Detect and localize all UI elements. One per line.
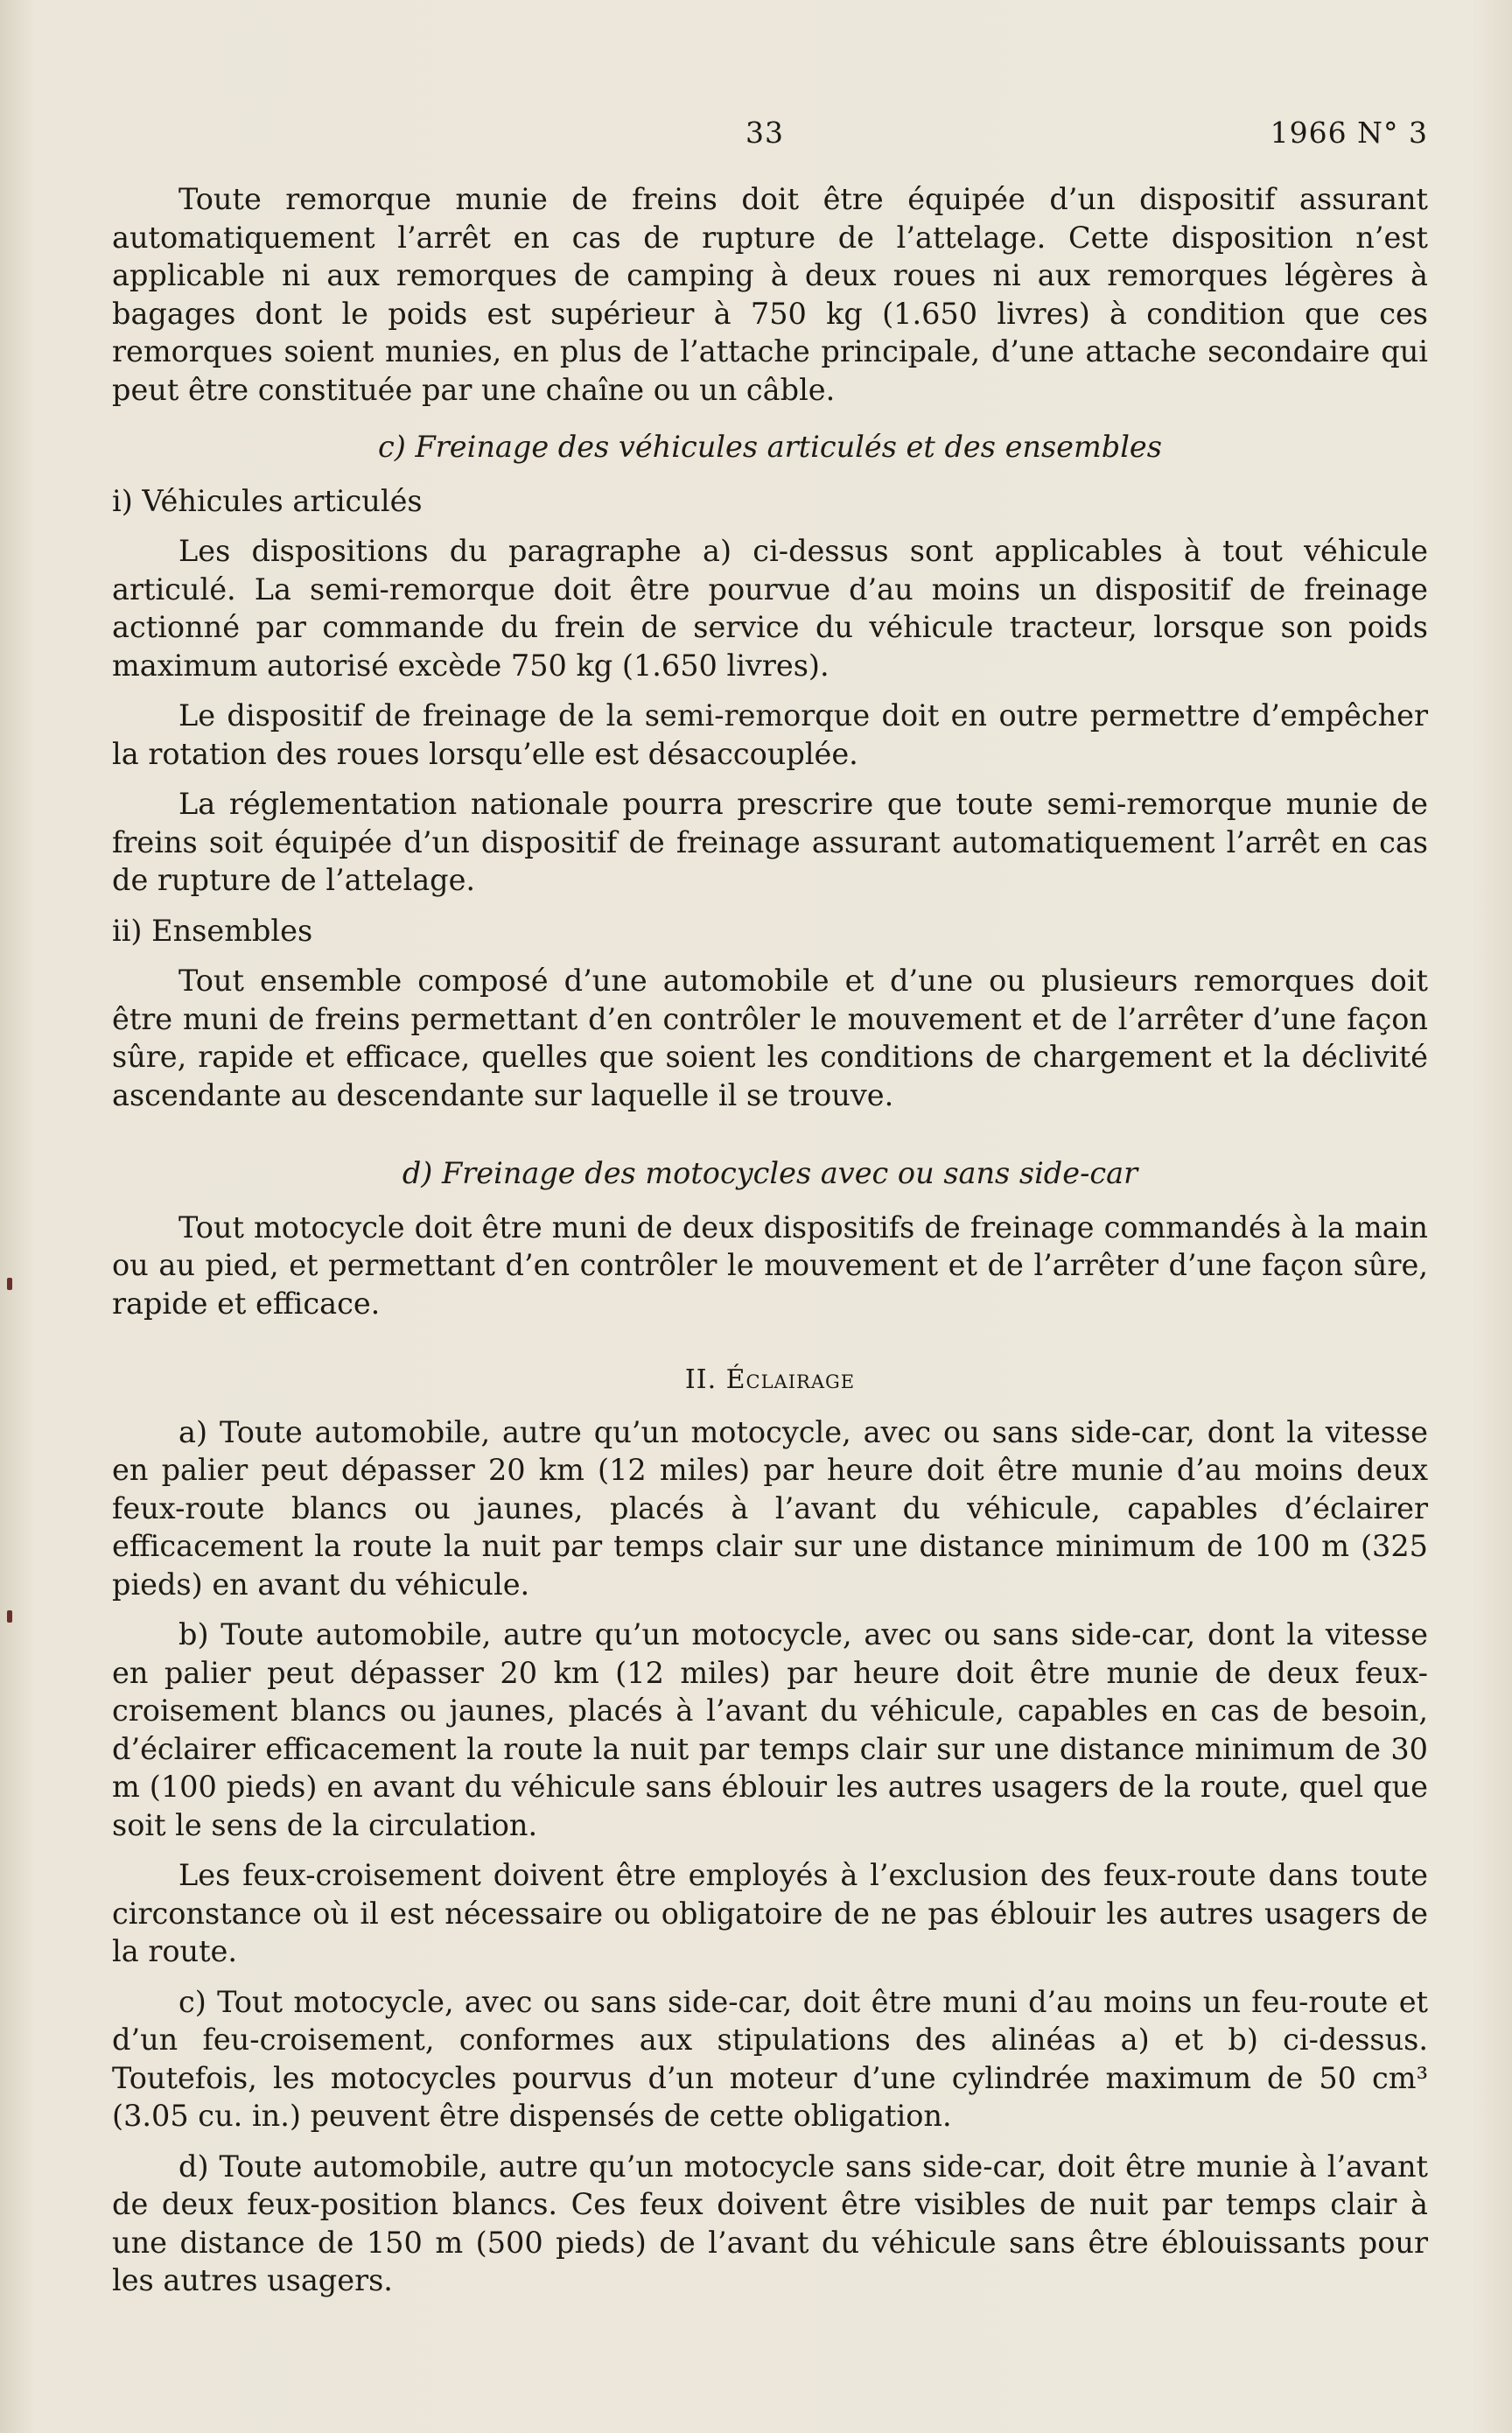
page-number: 33 — [746, 116, 784, 150]
issue-label: 1966 N° 3 — [1270, 116, 1428, 150]
body-text — [112, 180, 1428, 2312]
subheading-ii: ii) Ensembles — [112, 913, 313, 948]
paragraph: a) Toute automobile, autre qu’un motocycle, avec ou sans side-car, dont la vitesse en palier peut dépasser 20 km (12 miles) par heure doit être munie d’au moins deux feux-route blancs ou jaunes, placés à l’avant du véhicule, capables d’éclairer efficacement la route la nuit par temps clair sur une distance minimum de 100 m (325 pieds) en avant du véhicule. — [112, 1414, 1428, 1602]
paragraph: c) Tout motocycle, avec ou sans side-car, doit être muni d’au moins un feu-route et d’un feu-croisement, conformes aux stipulations des alinéas a) et b) ci-dessus. Toutefois, les motocycles pourvus d’un moteur d’une cylindrée maximum de 50 cm³ (3.05 cu. in.) peuvent être dispensés de cette obligation. — [112, 1984, 1428, 2133]
paragraph: Le dispositif de freinage de la semi-remorque doit en outre permettre d’empêcher la rotation des roues lorsqu’elle est désaccouplée. — [112, 698, 1428, 771]
paragraph: Tout ensemble composé d’une automobile et d’une ou plusieurs remorques doit être muni de freins permettant d’en contrôler le mouvement et de l’arrêter d’une façon sûre, rapide et efficace, quelles que soient les conditions de chargement et la déclivité ascendante au descendante sur laquelle il se trouve. — [112, 964, 1428, 1112]
spacer — [112, 1126, 1428, 1149]
section-heading-d: d) Freinage des motocycles avec ou sans side-car — [402, 1156, 1138, 1190]
section-heading-c: c) Freinage des véhicules articulés et des ensembles — [378, 430, 1162, 464]
paragraph: Les feux-croisement doivent être employés à l’exclusion des feux-route dans toute circonstance où il est nécessaire ou obligatoire de ne pas éblouir les autres usagers de la route. — [112, 1858, 1428, 1968]
page-header — [0, 116, 1512, 159]
margin-mark — [7, 1278, 12, 1290]
paragraph: b) Toute automobile, autre qu’un motocycle, avec ou sans side-car, dont la vitesse en palier peut dépasser 20 km (12 miles) par heure doit être munie de deux feux-croisement blancs ou jaunes, placés à l’avant du véhicule, capables en cas de besoin, d’éclairer efficacement la route la nuit par temps clair sur une distance minimum de 30 m (100 pieds) en avant du véhicule sans éblouir les autres usagers de la route, quel que soit le sens de la circulation. — [112, 1617, 1428, 1842]
paragraph: Les dispositions du paragraphe a) ci-dessus sont applicables à tout véhicule articulé. La semi-remorque doit être pourvue d’au moins un dispositif de freinage actionné par commande du frein de service du véhicule tracteur, lorsque son poids maximum autorisé excède 750 kg (1.650 livres). — [112, 534, 1428, 683]
margin-mark — [7, 1610, 12, 1623]
paragraph: La réglementation nationale pourra prescrire que toute semi-remorque munie de freins soit équipée d’un dispositif de freinage assurant automatiquement l’arrêt en cas de rupture de l’attelage. — [112, 787, 1428, 897]
subheading-i: i) Véhicules articulés — [112, 483, 423, 518]
paragraph: d) Toute automobile, autre qu’un motocycle sans side-car, doit être munie à l’avant de deux feux-position blancs. Ces feux doivent être visibles de nuit par temps clair à une distance de 150 m (500 pieds) de l’avant du véhicule sans être éblouissants pour les autres usagers. — [112, 2149, 1428, 2297]
paragraph: Tout motocycle doit être muni de deux dispositifs de freinage commandés à la main ou au pied, et permettant d’en contrôler le mouvement et de l’arrêter d’une façon sûre, rapide et efficace. — [112, 1209, 1428, 1321]
section-heading-eclairage: II. Éclairage — [684, 1364, 856, 1395]
paragraph: Toute remorque munie de freins doit être équipée d’un dispositif assurant automatiquement l’arrêt en cas de rupture de l’attelage. Cette disposition n’est applicable ni aux remorques de camping à deux roues ni aux remorques légères à bagages dont le poids est supérieur à 750 kg (1.650 livres) à condition que ces remorques soient munies, en plus de l’attache principale, d’une attache secondaire qui peut être constituée par une chaîne ou un câble. — [112, 182, 1428, 407]
